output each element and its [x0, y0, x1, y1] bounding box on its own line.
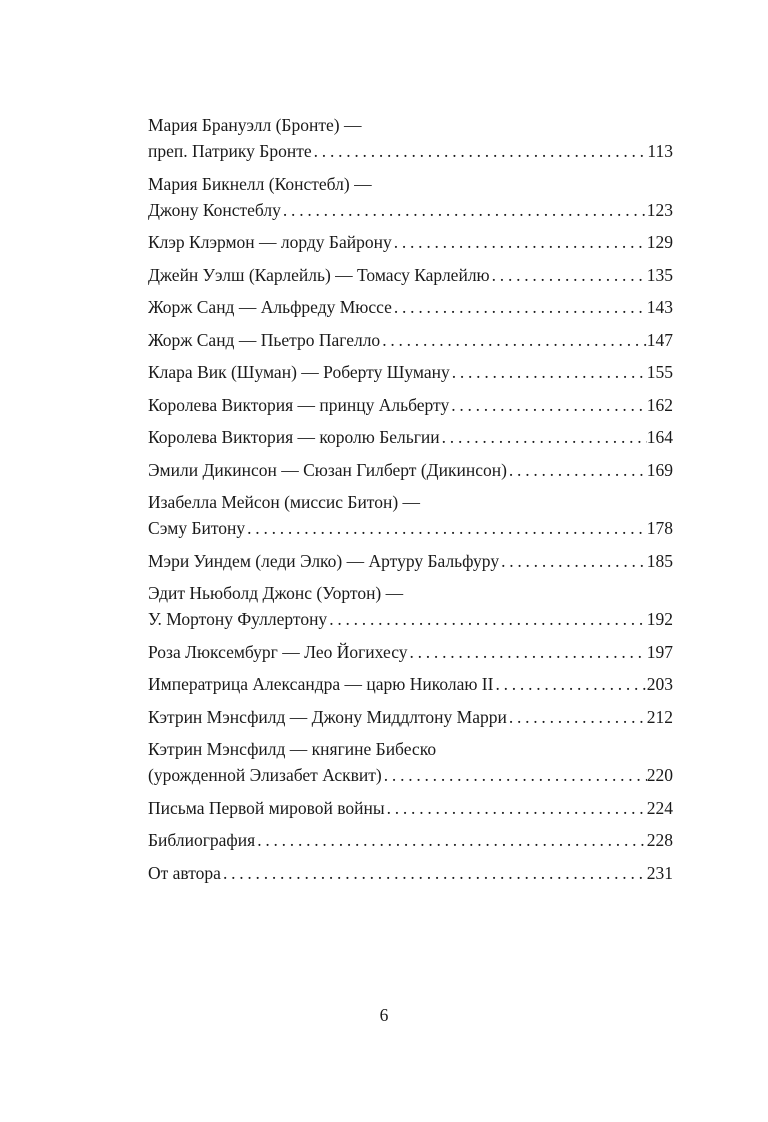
toc-entry-title: преп. Патрику Бронте	[148, 141, 312, 161]
toc-entry-title: Королева Виктория — королю Бельгии	[148, 427, 440, 447]
toc-entry-page-number: 228	[646, 830, 673, 850]
toc-entry	[148, 704, 673, 730]
toc-entry	[148, 795, 673, 821]
toc-entry-page-number: 220	[646, 765, 673, 785]
dot-leader	[245, 515, 647, 541]
toc-entry-last-line	[148, 294, 673, 320]
dot-leader	[327, 606, 647, 632]
toc-entry	[148, 457, 673, 483]
toc-entry-page-number: 203	[646, 674, 673, 694]
toc-entry	[148, 327, 673, 353]
toc-entry-title: Библиография	[148, 830, 256, 850]
dot-leader	[392, 294, 647, 320]
toc-entry-last-line	[148, 138, 673, 164]
toc-entry-page-number: 212	[646, 706, 673, 727]
toc-entry-page-number: 155	[646, 362, 673, 382]
toc-entry	[148, 489, 673, 541]
toc-entry-last-line	[148, 392, 673, 418]
dot-leader	[385, 795, 647, 821]
dot-leader	[312, 138, 648, 164]
toc-entry-title: Сэму Битону	[148, 518, 246, 538]
toc-entry-last-line	[148, 548, 673, 574]
dot-leader	[440, 424, 647, 450]
toc-entry-page-number: 224	[646, 797, 673, 818]
toc-entry-title: Письма Первой мировой войны	[148, 797, 385, 818]
toc-entry-page-number: 192	[646, 609, 673, 629]
toc-entry-title-line: Изабелла Мейсон (миссис Битон) —	[148, 492, 421, 512]
toc-entry	[148, 262, 673, 288]
toc-entry-page-number: 185	[646, 550, 673, 571]
toc-entry-page-number: 129	[646, 232, 673, 252]
toc-entry-title: У. Мортону Фуллертону	[148, 609, 328, 629]
toc-entry	[148, 671, 673, 697]
toc-entry	[148, 736, 673, 788]
toc-entry	[148, 392, 673, 418]
toc-entry-title: Джону Констеблу	[148, 199, 281, 220]
toc-entry	[148, 548, 673, 574]
toc-entry-title: Эмили Дикинсон — Сюзан Гилберт (Дикинсон)	[148, 459, 507, 480]
toc-entry-last-line	[148, 827, 673, 853]
dot-leader	[507, 704, 647, 730]
toc-entry-title-line: Мария Бикнелл (Констебл) —	[148, 173, 372, 194]
toc-entry-title: От автора	[148, 862, 221, 883]
toc-entry-title-line: Эдит Ньюболд Джонс (Уортон) —	[148, 583, 404, 603]
toc-entry-last-line	[148, 671, 673, 697]
toc-entry-title: Мэри Уиндем (леди Элко) — Артуру Бальфуру	[148, 550, 500, 571]
toc-entry-page-number: 178	[646, 518, 673, 538]
toc-entry	[148, 827, 673, 853]
dot-leader	[449, 392, 647, 418]
toc-entry-last-line	[148, 457, 673, 483]
toc-entry-last-line	[148, 229, 673, 255]
toc-entry-title: Королева Виктория — принцу Альберту	[148, 394, 450, 415]
toc-entry-last-line	[148, 860, 673, 886]
toc-entry-title: Клэр Клэрмон — лорду Байрону	[148, 232, 392, 252]
toc-entry-title: Жорж Санд — Пьетро Пагелло	[148, 329, 381, 350]
toc-entry-last-line	[148, 515, 673, 541]
toc-entry-page-number: 143	[646, 297, 673, 317]
toc-entry	[148, 359, 673, 385]
dot-leader	[490, 262, 647, 288]
dot-leader	[392, 229, 647, 255]
toc-entry-page-number: 164	[646, 427, 673, 447]
page-number: 6	[379, 1005, 389, 1025]
toc-entry	[148, 112, 673, 164]
toc-entry-title-line: Мария Брануэлл (Бронте) —	[148, 115, 362, 135]
dot-leader	[407, 639, 646, 665]
toc-entry-last-line	[148, 795, 673, 821]
dot-leader	[507, 457, 647, 483]
dot-leader	[380, 327, 647, 353]
toc-entry-last-line	[148, 359, 673, 385]
toc-entry-title: Клара Вик (Шуман) — Роберту Шуману	[148, 362, 450, 382]
toc-entry-title: Кэтрин Мэнсфилд — Джону Миддлтону Марри	[148, 706, 507, 727]
toc-entry	[148, 424, 673, 450]
toc-entry-page-number: 113	[647, 141, 673, 161]
toc-entry	[148, 639, 673, 665]
toc-entry-page-number: 197	[646, 641, 673, 662]
toc-entry-title: (урожденной Элизабет Асквит)	[148, 765, 382, 785]
toc-entry-page-number: 147	[646, 329, 673, 350]
toc-entry-last-line	[148, 262, 673, 288]
dot-leader	[493, 671, 646, 697]
toc-entry	[148, 294, 673, 320]
toc-entry-title: Джейн Уэлш (Карлейль) — Томасу Карлейлю	[148, 264, 490, 285]
toc-entry-title: Роза Люксембург — Лео Йогихесу	[148, 641, 408, 662]
toc-entry	[148, 171, 673, 223]
toc-entry-page-number: 123	[646, 199, 673, 220]
dot-leader	[382, 762, 647, 788]
toc-entry-title: Императрица Александра — царю Николаю II	[148, 674, 494, 694]
toc-entry	[148, 229, 673, 255]
table-of-contents	[148, 112, 673, 892]
dot-leader	[281, 197, 647, 223]
dot-leader	[255, 827, 647, 853]
toc-entry-last-line	[148, 606, 673, 632]
toc-entry-last-line	[148, 197, 673, 223]
toc-entry-page-number: 162	[646, 394, 673, 415]
toc-entry-page-number: 135	[646, 264, 673, 285]
toc-entry-last-line	[148, 327, 673, 353]
toc-entry-last-line	[148, 424, 673, 450]
dot-leader	[221, 860, 647, 886]
toc-entry-title-line: Кэтрин Мэнсфилд — княгине Бибеско	[148, 739, 437, 759]
dot-leader	[450, 359, 647, 385]
toc-entry	[148, 580, 673, 632]
toc-entry	[148, 860, 673, 886]
dot-leader	[499, 548, 647, 574]
toc-entry-page-number: 169	[646, 459, 673, 480]
toc-entry-last-line	[148, 762, 673, 788]
toc-entry-last-line	[148, 639, 673, 665]
toc-entry-page-number: 231	[646, 862, 673, 883]
toc-entry-last-line	[148, 704, 673, 730]
toc-entry-title: Жорж Санд — Альфреду Мюссе	[148, 297, 392, 317]
